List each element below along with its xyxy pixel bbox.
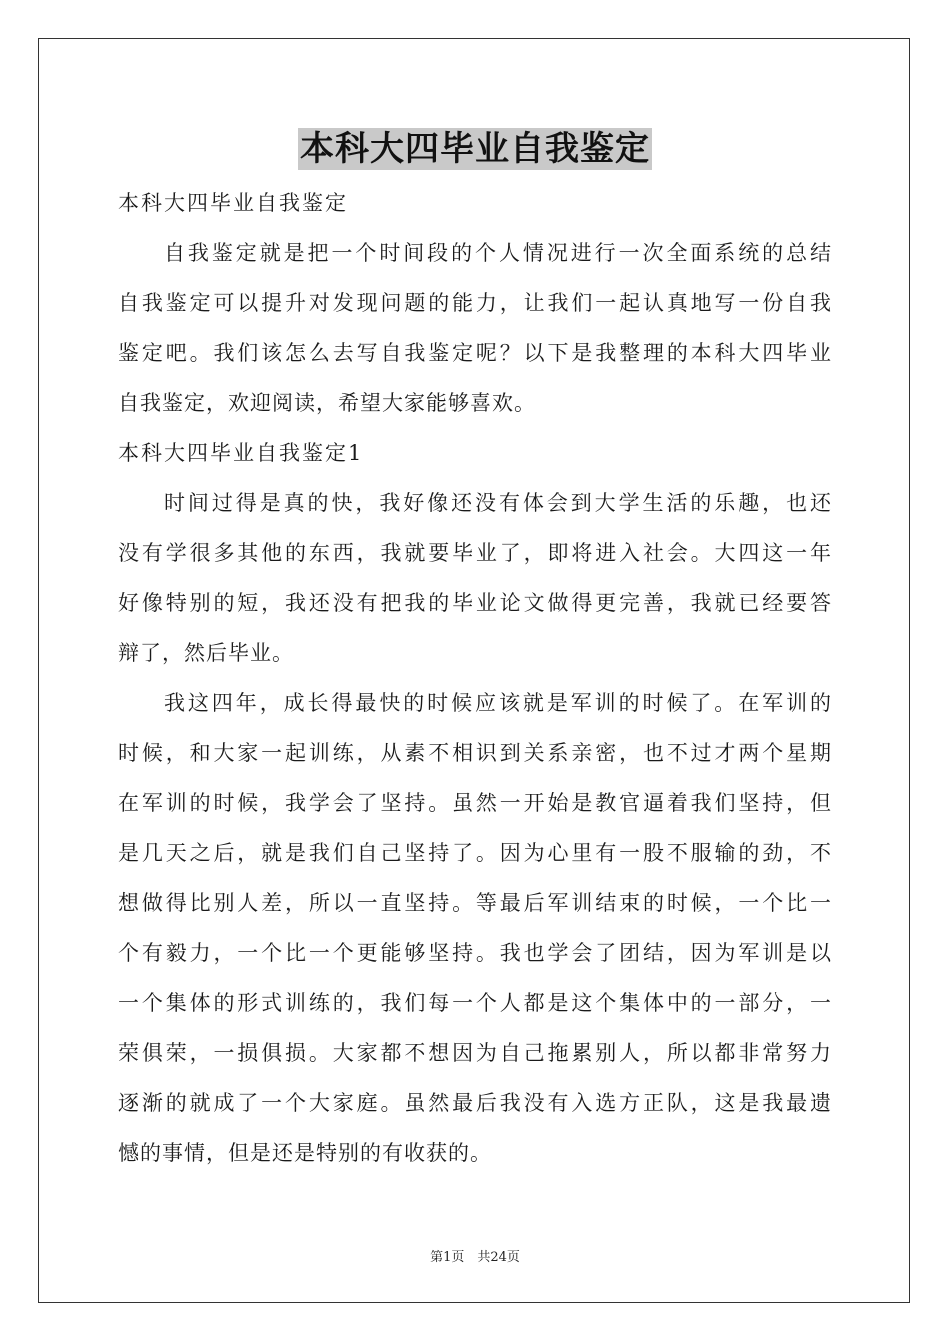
document-body	[118, 178, 832, 1178]
section-heading: 本科大四毕业自我鉴定1	[118, 441, 364, 465]
page-footer	[0, 1246, 950, 1265]
body-line: 一个集体的形式训练的，我们每一个人都是这个集体中的一部分，一	[118, 991, 832, 1015]
body-line: 时候，和大家一起训练，从素不相识到关系亲密，也不过才两个星期	[118, 741, 832, 765]
title-area	[0, 128, 950, 170]
body-line: 是几天之后，就是我们自己坚持了。因为心里有一股不服输的劲，不	[118, 841, 832, 865]
body-line: 本科大四毕业自我鉴定	[118, 191, 348, 215]
body-line: 憾的事情，但是还是特别的有收获的。	[118, 1141, 492, 1165]
body-line: 时间过得是真的快，我好像还没有体会到大学生活的乐趣，也还	[164, 491, 832, 515]
body-line: 荣俱荣，一损俱损。大家都不想因为自己拖累别人，所以都非常努力	[118, 1041, 832, 1065]
body-line: 自我鉴定，欢迎阅读，希望大家能够喜欢。	[118, 391, 536, 415]
body-line: 逐渐的就成了一个大家庭。虽然最后我没有入选方正队，这是我最遗	[118, 1091, 832, 1115]
body-line: 自我鉴定可以提升对发现问题的能力，让我们一起认真地写一份自我	[118, 291, 832, 315]
body-line: 好像特别的短，我还没有把我的毕业论文做得更完善，我就已经要答	[118, 591, 832, 615]
body-line: 辩了，然后毕业。	[118, 641, 294, 665]
body-line: 个有毅力，一个比一个更能够坚持。我也学会了团结，因为军训是以	[118, 941, 832, 965]
body-line: 没有学很多其他的东西，我就要毕业了，即将进入社会。大四这一年	[118, 541, 832, 565]
body-line: 我这四年，成长得最快的时候应该就是军训的时候了。在军训的	[164, 691, 832, 715]
body-line: 在军训的时候，我学会了坚持。虽然一开始是教官逼着我们坚持，但	[118, 791, 832, 815]
body-line: 鉴定吧。我们该怎么去写自我鉴定呢？以下是我整理的本科大四毕业	[118, 341, 832, 365]
body-line: 自我鉴定就是把一个时间段的个人情况进行一次全面系统的总结	[164, 241, 832, 265]
document-title: 本科大四毕业自我鉴定	[300, 129, 650, 169]
body-line: 想做得比别人差，所以一直坚持。等最后军训结束的时候，一个比一	[118, 891, 832, 915]
page-number-label: 第1页 共24页	[430, 1250, 520, 1265]
